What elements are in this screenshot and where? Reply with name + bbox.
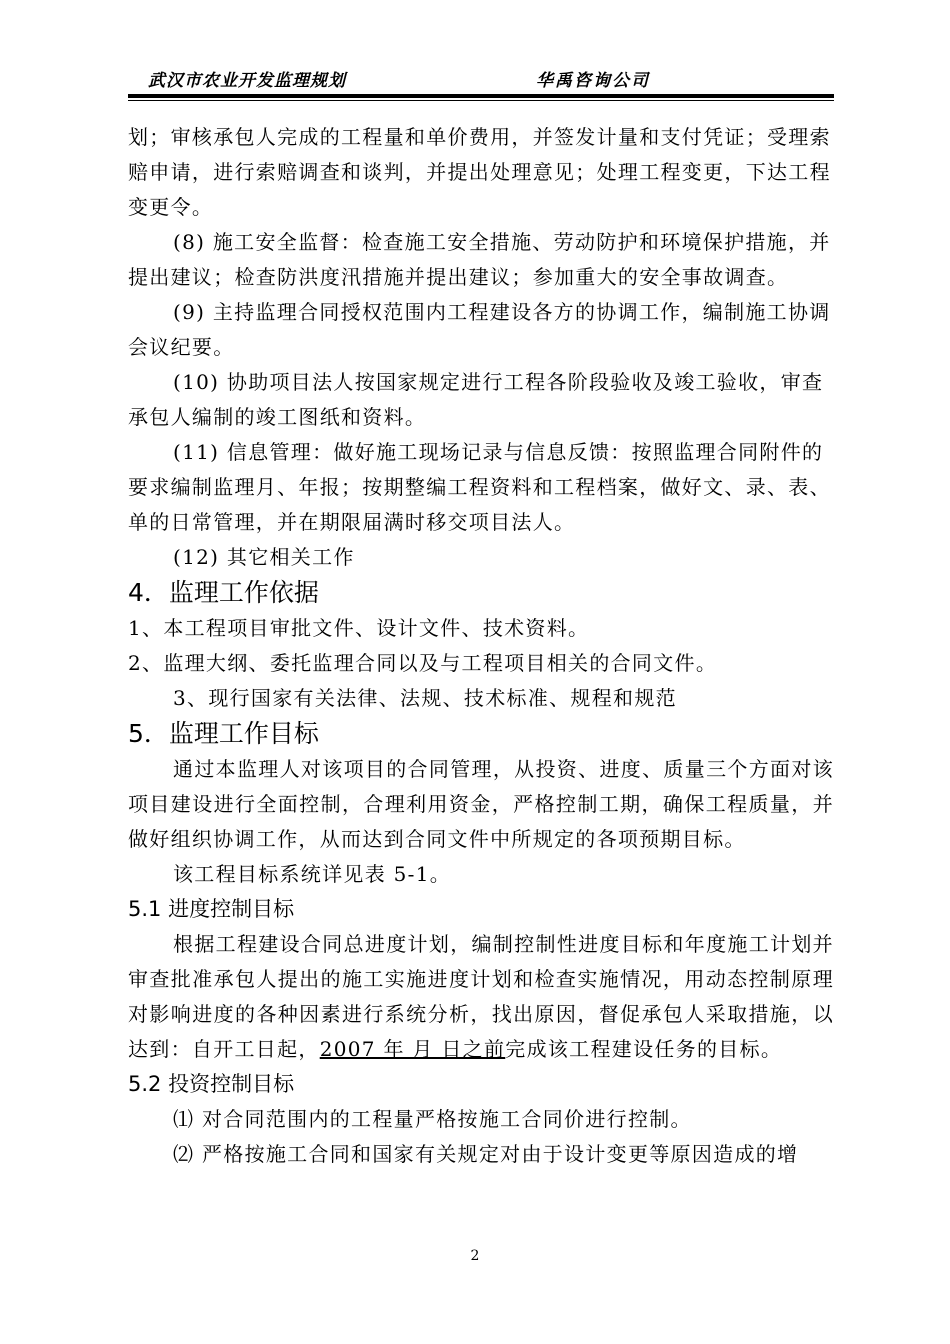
paragraph-continuation: 划；审核承包人完成的工程量和单价费用，并签发计量和支付凭证；受理索赔申请，进行索赔调查和谈判，并提出处理意见；处理工程变更，下达工程变更令。 [128, 125, 831, 219]
paragraph-item-8: (8) 施工安全监督：检查施工安全措施、劳动防护和环境保护措施，并提出建议；检查防洪度汛措施并提出建议；参加重大的安全事故调查。 [128, 230, 831, 289]
paragraph-item-12: (12) 其它相关工作 [173, 545, 355, 569]
page-header [128, 66, 834, 90]
paragraph-schedule-control [128, 927, 834, 1067]
section-heading-5: 5．监理工作目标 [128, 719, 319, 748]
paragraph-item-10: (10) 协助项目法人按国家规定进行工程各阶段验收及竣工验收，审查承包人编制的竣工图纸和资料。 [128, 370, 824, 429]
paragraph-item-9: (9) 主持监理合同授权范围内工程建设各方的协调工作，编制施工协调会议纪要。 [128, 300, 831, 359]
subsection-heading-5-2: 5.2 投资控制目标 [128, 1072, 295, 1096]
basis-list-item-2: 2、监理大纲、委托监理合同以及与工程项目相关的合同文件。 [128, 651, 718, 675]
page-body [128, 120, 834, 1172]
schedule-text-before: 根据工程建设合同总进度计划，编制控制性进度目标和年度施工计划并审查批准承包人提出的施工实施进度计划和检查实施情况，用动态控制原理对影响进度的各种因素进行系统分析，找出原因，督促承包人采取措施，以达到：自开工日起， [128, 932, 834, 1061]
schedule-deadline-underlined: 2007 年 月 日之前 [319, 1037, 506, 1061]
section-heading-4: 4．监理工作依据 [128, 578, 319, 607]
schedule-text-after: 完成该工程建设任务的目标。 [505, 1037, 783, 1061]
header-rule-thin [128, 100, 834, 101]
paragraph-cost-item-2: ⑵ 严格按施工合同和国家有关规定对由于设计变更等原因造成的增 [173, 1142, 799, 1166]
basis-list-item-3: 3、现行国家有关法律、法规、技术标准、规程和规范 [173, 686, 677, 710]
paragraph-cost-item-1: ⑴ 对合同范围内的工程量严格按施工合同价进行控制。 [173, 1107, 692, 1131]
page-number: 2 [470, 1248, 480, 1264]
header-company-name: 华禹咨询公司 [536, 71, 650, 91]
paragraph-table-reference: 该工程目标系统详见表 5-1。 [173, 862, 452, 886]
header-rule-thick [128, 94, 834, 98]
paragraph-goals: 通过本监理人对该项目的合同管理，从投资、进度、质量三个方面对该项目建设进行全面控制，合理利用资金，严格控制工期，确保工程质量，并做好组织协调工作，从而达到合同文件中所规定的各项预期目标。 [128, 757, 834, 851]
paragraph-item-11: (11) 信息管理：做好施工现场记录与信息反馈：按照监理合同附件的要求编制监理月、年报；按期整编工程资料和工程档案，做好文、录、表、单的日常管理，并在期限届满时移交项目法人。 [128, 440, 831, 534]
header-document-title: 武汉市农业开发监理规划 [148, 71, 346, 91]
subsection-heading-5-1: 5.1 进度控制目标 [128, 897, 295, 921]
basis-list-item-1: 1、本工程项目审批文件、设计文件、技术资料。 [128, 616, 590, 640]
